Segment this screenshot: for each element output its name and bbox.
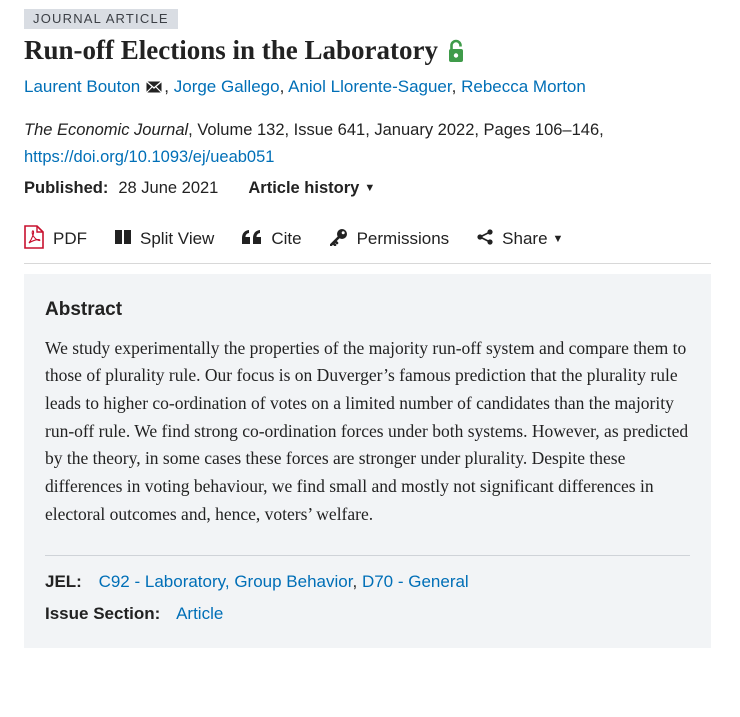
split-view-button[interactable] [115, 229, 214, 249]
envelope-icon[interactable] [146, 78, 162, 98]
article-title-row [24, 35, 711, 66]
pdf-button[interactable] [24, 225, 87, 254]
jel-separator: , [352, 572, 358, 592]
published-label: Published: [24, 178, 109, 197]
pdf-label: PDF [53, 229, 87, 249]
permissions-label: Permissions [356, 229, 450, 249]
split-view-icon [115, 229, 140, 249]
article-history-toggle[interactable] [248, 179, 375, 198]
cite-button[interactable] [242, 229, 301, 249]
author-link[interactable]: Jorge Gallego [173, 77, 280, 96]
permissions-button[interactable] [330, 228, 450, 251]
pdf-icon [24, 225, 53, 254]
publication-row [24, 179, 711, 198]
jel-link[interactable]: D70 - General [361, 572, 469, 592]
abstract-heading: Abstract [45, 298, 123, 320]
share-icon [477, 229, 502, 250]
caret-down-icon: ▼ [552, 233, 564, 246]
quote-icon [242, 229, 271, 249]
author-list [24, 77, 711, 98]
share-button[interactable] [477, 229, 563, 250]
author-link[interactable]: Laurent Bouton [24, 77, 141, 96]
author-separator: , [451, 77, 457, 96]
key-icon [330, 228, 357, 251]
article-toolbar [24, 225, 711, 264]
jel-row [45, 572, 690, 592]
abstract-text: We study experimentally the properties of the majority run-off system and compare them to those of plurality rule. Our focus is on Duverger’s famous prediction that the plurality rule leads to higher co-ordination of votes on a limited number of candidates than the majority run-off rule. We find strong co-ordination forces under both systems. However, as predicted by the theory, in some cases these forces are stronger under plurality. Despite these differences in voting behaviour, we find small and mostly not significant differences in electoral outcomes and, hence, voters’ welfare. [45, 337, 689, 524]
issue-section-row [45, 604, 690, 624]
author-link[interactable]: Aniol Llorente-Saguer [288, 77, 452, 96]
cite-label: Cite [271, 229, 302, 249]
jel-link[interactable]: C92 - Laboratory, Group Behavior [98, 572, 353, 592]
published-date: 28 June 2021 [118, 178, 219, 197]
jel-label: JEL: [45, 572, 82, 592]
issue-section-link[interactable]: Article [176, 604, 224, 624]
journal-name: The Economic Journal [24, 120, 189, 139]
citation [24, 117, 711, 171]
doi-link[interactable]: https://doi.org/10.1093/ej/ueab051 [24, 147, 275, 166]
article-history-label: Article history [248, 178, 360, 197]
split-view-label: Split View [140, 229, 215, 249]
caret-down-icon: ▼ [364, 182, 376, 195]
author-separator: , [164, 77, 169, 96]
author-link[interactable]: Rebecca Morton [461, 77, 586, 96]
article-type-badge: JOURNAL ARTICLE [24, 9, 178, 29]
author-separator: , [279, 77, 285, 96]
citation-details: , Volume 132, Issue 641, January 2022, Pages 106–146, [188, 120, 604, 139]
share-label: Share [502, 229, 548, 249]
issue-section-label: Issue Section: [45, 604, 161, 624]
abstract-section [24, 274, 711, 649]
article-title: Run-off Elections in the Laboratory [24, 35, 438, 65]
article-header [24, 9, 711, 648]
abstract-divider [45, 555, 690, 556]
open-access-lock-icon [448, 39, 464, 63]
